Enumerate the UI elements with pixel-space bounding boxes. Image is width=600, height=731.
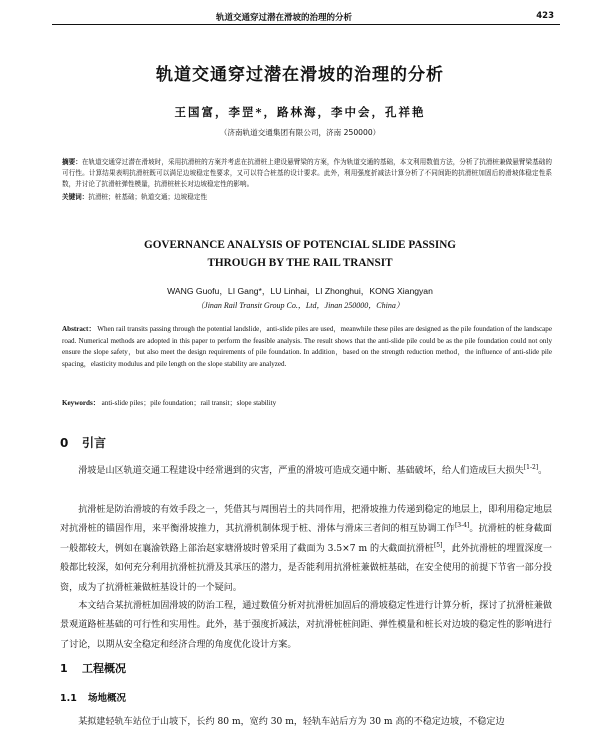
title-english-line2: THROUGH BY THE RAIL TRANSIT bbox=[207, 257, 393, 269]
section-title: 引言 bbox=[82, 436, 107, 450]
paragraph-2: 抗滑桩是防治滑坡的有效手段之一，凭借其与周围岩土的共同作用，把滑坡推力传递到稳定的地层上，即利用稳定地层对抗滑桩的锚固作用，来平衡滑坡推力，其抗滑机制体现于桩、滑体与滑床三者间的相互协调工作[3-4]。抗滑桩的桩身截面一般都较大，例如在襄渝铁路上部治赵家塘滑坡时曾采用了截面为 3.5×7 m 的大截面抗滑桩[5]，此外抗滑桩的埋置深度一般都比较深，如何充分利用抗滑桩抗滑及其承压的潜力，是否能利用抗滑桩兼做桩基础，在安全使用的前提下节省一部分投资，成为了抗滑桩兼做桩基设计的一个疑问。 bbox=[60, 505, 552, 593]
citation: [1-2] bbox=[523, 463, 539, 471]
affiliation-chinese: （济南轨道交通集团有限公司，济南 250000） bbox=[219, 128, 381, 137]
running-header-title: 轨道交通穿过潜在滑坡的治理的分析 bbox=[216, 13, 353, 23]
paragraph-3: 本文结合某抗滑桩加固滑坡的防治工程，通过数值分析对抗滑桩加固后的滑坡稳定性进行计算分析，探讨了抗滑桩兼做景观道路桩基础的可行性和实用性。此外，基于强度折减法，对抗滑桩桩间距、弹性模量和桩长对边坡的稳定性的影响进行了讨论，以期从安全稳定和经济合理的角度优化设计方案。 bbox=[60, 601, 552, 650]
section-heading-1 bbox=[60, 660, 126, 676]
keywords-chinese-label: 关键词： bbox=[62, 193, 89, 201]
section-number: 0 bbox=[60, 436, 69, 450]
section-number: 1 bbox=[60, 662, 68, 675]
keywords-chinese-text: 抗滑桩；桩基础；轨道交通；边坡稳定性 bbox=[88, 193, 208, 201]
paragraph-1: 滑坡是山区轨道交通工程建设中经常遇到的灾害，严重的滑坡可造成交通中断、基础破坏，给人们造成巨大损失[1-2]。 bbox=[78, 463, 548, 476]
abstract-chinese-label: 摘要： bbox=[62, 158, 82, 166]
section-title: 工程概况 bbox=[82, 662, 126, 675]
paragraph-4: 某拟建轻轨车站位于山坡下，长约 80 m，宽约 30 m，轻轨车站后方为 30 m 高的不稳定边坡，不稳定边 bbox=[78, 717, 505, 727]
authors-chinese: 王国富，李罡*，路林海，李中会，孔祥艳 bbox=[174, 105, 426, 119]
keywords-english-text: anti-slide piles；pile foundation；rail transit；slope stability bbox=[101, 399, 277, 407]
title-chinese: 轨道交通穿过潜在滑坡的治理的分析 bbox=[156, 65, 444, 85]
section-title: 场地概况 bbox=[88, 693, 127, 704]
section-heading-intro bbox=[60, 434, 106, 451]
affiliation-english: （Jinan Rail Transit Group Co.，Ltd，Jinan 250000，China） bbox=[196, 301, 404, 310]
keywords-english-label: Keywords： bbox=[62, 399, 100, 407]
page-number: 423 bbox=[536, 11, 554, 21]
subsection-heading-1-1 bbox=[60, 690, 126, 704]
authors-english: WANG Guofu，LI Gang*，LU Linhai，LI Zhonghui，KONG Xiangyan bbox=[167, 286, 433, 296]
citation: [3-4] bbox=[454, 522, 470, 530]
abstract-english-label: Abstract： bbox=[62, 325, 96, 333]
keywords-english bbox=[62, 398, 552, 408]
citation: [5] bbox=[433, 541, 443, 549]
title-english bbox=[0, 236, 600, 272]
abstract-chinese bbox=[62, 157, 552, 191]
abstract-english-text: When rail transits passing through the potential landslide，anti-slide piles are used，meanwhile these piles are designed as the pile foundation of the landscape road. Numerical methods are adopted in this paper to perform the feasible analysis. The result shows that the anti-slide pile could be as the pile foundation could not only ensure the slope safety，but also meet the design requirements of pile foundation. In addition，based on the strength reduction method，the influence of anti-slide pile spacing，elasticity modulus and pile length on the slope stability are analyzed. bbox=[62, 325, 552, 368]
abstract-english bbox=[62, 324, 552, 370]
keywords-chinese bbox=[62, 191, 552, 201]
section-number: 1.1 bbox=[60, 693, 77, 704]
running-header bbox=[52, 8, 560, 25]
abstract-chinese-text: 在轨道交通穿过潜在滑坡时，采用抗滑桩的方案并考虑在抗滑桩上建设悬臂梁的方案，作为轨道交通的基础，本文利用数值方法，分析了抗滑桩兼做悬臂梁基础的可行性。计算结果表明抗滑桩既可以满足边坡稳定性要求，又可以符合桩基的设计要求。此外，利用强度折减法计算分析了不同间距的抗滑桩加固后的滑坡体稳定性系数，并讨论了抗滑桩弹性模量，抗滑桩桩长对边坡稳定性的影响。 bbox=[62, 158, 553, 189]
title-english-line1: GOVERNANCE ANALYSIS OF POTENCIAL SLIDE PASSING bbox=[144, 239, 456, 251]
